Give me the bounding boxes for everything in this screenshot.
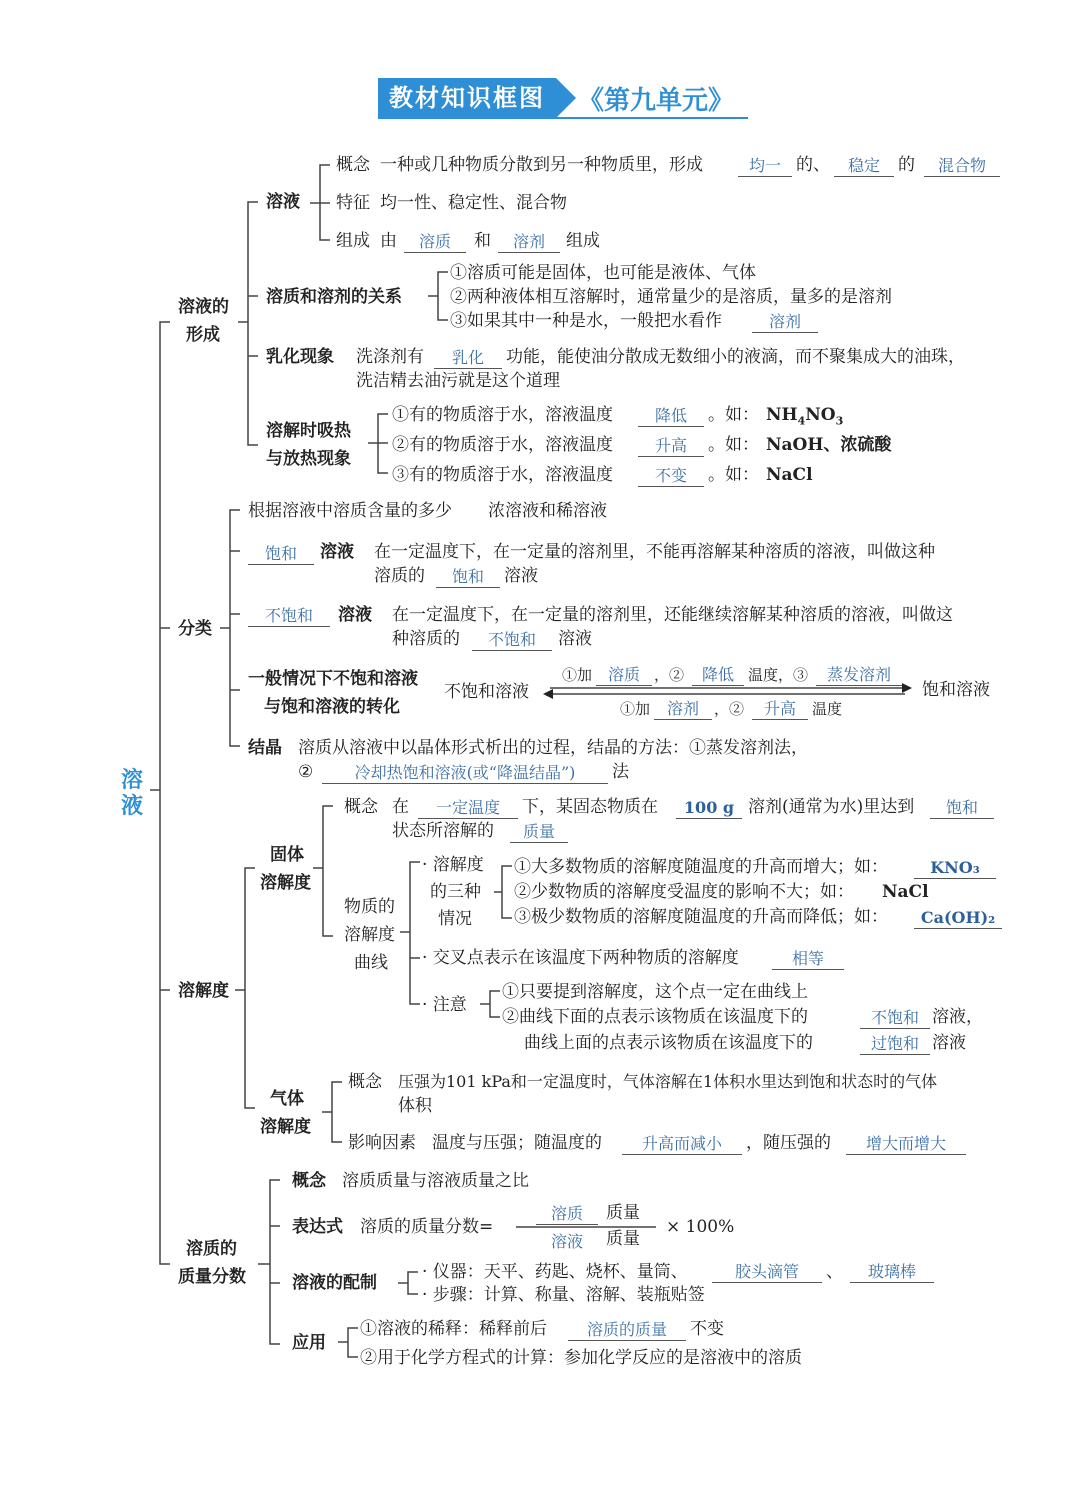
- emulsion-text-1: 洗涤剂有: [356, 347, 424, 367]
- composition-key: 组成: [336, 231, 370, 251]
- crystallize-fa: 法: [612, 762, 629, 782]
- blank-kno3: KNO₃: [914, 858, 996, 879]
- saturated-word: 溶液: [320, 542, 354, 562]
- blank-saturated-2: 饱和: [436, 567, 500, 588]
- text-de-1: 的、: [796, 155, 830, 175]
- application-1: ①溶液的稀释：稀释前后: [360, 1319, 547, 1339]
- composition-he: 和: [474, 231, 491, 251]
- feature-text: 均一性、稳定性、混合物: [380, 193, 567, 213]
- conversion-right: 饱和溶液: [922, 680, 990, 700]
- expression-text: 溶质的质量分数=: [360, 1217, 494, 1237]
- gas-factor-2: ，随压强的: [746, 1133, 831, 1153]
- solid-concept-mid: 下，某固态物质在: [522, 797, 658, 817]
- blank-unsaturated-curve: 不饱和: [860, 1008, 930, 1029]
- crystallize-key: 结晶: [248, 738, 282, 758]
- note-2: ②曲线下面的点表示该物质在该温度下的: [502, 1007, 808, 1027]
- blank-caoh2: Ca(OH)₂: [914, 908, 1002, 929]
- bottom-comma-2: ，②: [714, 700, 745, 718]
- expression-key: 表达式: [292, 1217, 343, 1237]
- heat-3: ③有的物质溶于水，溶液温度: [392, 465, 613, 485]
- unsaturated-def-2: 种溶质的: [392, 629, 460, 649]
- nh4no3-formula: $NH_4NO_3$: [766, 405, 844, 428]
- solid-concept-key: 概念: [344, 797, 378, 817]
- saturated-def-2: 溶质的: [374, 566, 425, 586]
- page-title: 教材知识框图: [389, 84, 545, 112]
- top-add: ①加: [562, 666, 593, 684]
- heat-3-example: NaCl: [766, 465, 813, 485]
- blank-increase: 升高: [638, 436, 704, 457]
- conversion-label-1: 一般情况下不饱和溶液: [248, 669, 418, 689]
- blank-add-solute: 溶质: [596, 665, 652, 686]
- bottom-temp: 温度: [812, 700, 843, 718]
- percent-multiplier: × 100%: [666, 1217, 735, 1237]
- unsaturated-def-1: 在一定温度下，在一定量的溶剂里，还能继续溶解某种溶质的溶液，叫做这: [392, 605, 953, 625]
- curve-label-2: 溶解度: [344, 925, 395, 945]
- blank-raise-temp: 升高: [752, 699, 808, 720]
- crystallize-2: ②: [298, 762, 314, 782]
- steps: · 步骤：计算、称量、溶解、装瓶贴签: [422, 1285, 705, 1305]
- conversion-left: 不饱和溶液: [444, 682, 529, 702]
- emulsion-label: 乳化现象: [266, 347, 334, 367]
- blank-unsaturated-2: 不饱和: [472, 630, 552, 651]
- classify-basis: 根据溶液中溶质含量的多少: [248, 501, 452, 521]
- blank-denominator-solution: 溶液: [550, 1232, 583, 1251]
- gas-concept-key: 概念: [348, 1072, 382, 1092]
- fraction-concept-key: 概念: [292, 1171, 326, 1191]
- heat-2: ②有的物质溶于水，溶液温度: [392, 435, 613, 455]
- composition-end: 组成: [566, 231, 600, 251]
- blank-dropper: 胶头滴管: [712, 1262, 822, 1283]
- three-cases-1: · 溶解度: [422, 855, 484, 875]
- note-label: · 注意: [422, 995, 467, 1015]
- solid-concept-zai: 在: [392, 797, 409, 817]
- classify-basis-value: 浓溶液和稀溶液: [488, 501, 607, 521]
- solubility-label: 溶解度: [178, 981, 229, 1001]
- blank-rise-decrease: 升高而减小: [622, 1134, 742, 1155]
- numerator-mass: 质量: [606, 1203, 640, 1223]
- preparation-key: 溶液的配制: [292, 1273, 377, 1293]
- application-2: ②用于化学方程式的计算：参加化学反应的是溶液中的溶质: [360, 1348, 802, 1368]
- note-3: 曲线上面的点表示该物质在该温度下的: [524, 1033, 813, 1053]
- blank-press-increase: 增大而增大: [846, 1134, 966, 1155]
- crystallize-text: 溶质从溶液中以晶体形式析出的过程，结晶的方法：①蒸发溶剂法，: [298, 738, 808, 758]
- curve-label-1: 物质的: [344, 897, 395, 917]
- fraction-concept: 溶质质量与溶液质量之比: [342, 1171, 529, 1191]
- blank-numerator-solute: 溶质: [536, 1204, 598, 1225]
- relation-1: ①溶质可能是固体，也可能是液体、气体: [450, 263, 756, 283]
- fraction-label-1: 溶质的: [186, 1239, 237, 1259]
- gas-label-2: 溶解度: [260, 1117, 311, 1137]
- curve-label-3: 曲线: [354, 953, 388, 973]
- three-cases-2: 的三种: [430, 882, 481, 902]
- heat-2-end: 。如：: [708, 435, 759, 455]
- concept-key: 概念: [336, 155, 370, 175]
- relation-2: ②两种液体相互溶解时，通常量少的是溶质，量多的是溶剂: [450, 287, 892, 307]
- blank-mixture: 混合物: [924, 156, 1000, 177]
- application-1-end: 不变: [690, 1319, 724, 1339]
- gas-label-1: 气体: [270, 1089, 304, 1109]
- solid-concept-state: 状态所溶解的: [392, 821, 494, 841]
- conversion-label-2: 与饱和溶液的转化: [264, 697, 400, 717]
- heat-1: ①有的物质溶于水，溶液温度: [392, 405, 613, 425]
- bottom-add: ①加: [620, 700, 651, 718]
- blank-decrease: 降低: [638, 406, 704, 427]
- blank-saturate: 饱和: [930, 798, 994, 819]
- blank-unsaturated: 不饱和: [248, 606, 330, 627]
- emulsion-text-3: 洗洁精去油污就是这个道理: [356, 371, 560, 391]
- heat-label-1: 溶解时吸热: [266, 421, 351, 441]
- gas-factor-key: 影响因素: [348, 1133, 416, 1153]
- heat-3-end: 。如：: [708, 465, 759, 485]
- emulsion-text-2: 功能，能使油分散成无数细小的液滴，而不聚集成大的油珠，: [506, 347, 965, 367]
- blank-mass: 质量: [510, 822, 568, 843]
- unsaturated-word: 溶液: [338, 605, 372, 625]
- heat-2-example: NaOH、浓硫酸: [766, 435, 892, 455]
- gas-concept-2: 体积: [398, 1096, 432, 1116]
- heat-1-end: 。如：: [708, 405, 759, 425]
- blank-equal: 相等: [772, 949, 844, 970]
- unsaturated-def-3: 溶液: [558, 629, 592, 649]
- instrument-comma: 、: [826, 1262, 843, 1282]
- blank-solute-mass: 溶质的质量: [568, 1320, 686, 1341]
- unit-title: 《第九单元》: [578, 86, 735, 116]
- top-temp-3: 温度，③: [748, 666, 809, 684]
- case-2: ②少数物质的溶解度受温度的影响不大；如：: [514, 882, 854, 902]
- blank-unchanged: 不变: [638, 466, 704, 487]
- blank-water-solvent: 溶剂: [752, 312, 818, 333]
- blank-solute: 溶质: [404, 232, 466, 253]
- denominator-mass: 质量: [606, 1229, 640, 1249]
- blank-evaporate-solvent: 蒸发溶剂: [816, 665, 902, 686]
- note-3-end: 溶液: [932, 1033, 966, 1053]
- relation-3: ③如果其中一种是水，一般把水看作: [450, 311, 722, 331]
- case-2-example: NaCl: [882, 882, 929, 902]
- case-1: ①大多数物质的溶解度随温度的升高而增大；如：: [514, 857, 888, 877]
- blank-stable: 稳定: [834, 156, 894, 177]
- blank-cooling-crystallize: 冷却热饱和溶液(或“降温结晶”): [322, 763, 608, 784]
- text-de-2: 的: [898, 155, 915, 175]
- blank-saturated: 饱和: [248, 544, 314, 565]
- root-label: 溶液: [120, 768, 143, 819]
- fraction-label-2: 质量分数: [178, 1267, 246, 1287]
- gas-concept-1: 压强为101 kPa和一定温度时，气体溶解在1体积水里达到饱和状态时的气体: [398, 1072, 938, 1091]
- note-2-end: 溶液，: [932, 1007, 983, 1027]
- blank-uniform: 均一: [738, 156, 792, 177]
- note-1: ①只要提到溶解度，这个点一定在曲线上: [502, 982, 808, 1002]
- blank-certain-temp: 一定温度: [418, 798, 518, 819]
- blank-emulsify: 乳化: [434, 348, 502, 369]
- top-comma-2: ，②: [654, 666, 685, 684]
- cross-point: · 交叉点表示在该温度下两种物质的溶解度: [422, 948, 739, 968]
- classify-label: 分类: [178, 619, 212, 639]
- instruments: · 仪器：天平、药匙、烧杯、量筒、: [422, 1262, 688, 1282]
- formation-label-1: 溶液的: [178, 297, 229, 317]
- composition-you: 由: [380, 231, 397, 251]
- blank-add-solvent: 溶剂: [654, 699, 712, 720]
- formation-label-2: 形成: [186, 325, 220, 345]
- blank-supersaturated: 过饱和: [860, 1034, 930, 1055]
- blank-100g: 100 g: [676, 798, 742, 819]
- three-cases-3: 情况: [438, 909, 472, 929]
- solution-label: 溶液: [266, 192, 300, 212]
- solid-concept-solvent: 溶剂(通常为水)里达到: [748, 797, 915, 817]
- saturated-def-1: 在一定温度下，在一定量的溶剂里，不能再溶解某种溶质的溶液，叫做这种: [374, 542, 935, 562]
- saturated-def-3: 溶液: [504, 566, 538, 586]
- blank-lower-temp: 降低: [692, 665, 744, 686]
- heat-label-2: 与放热现象: [266, 449, 351, 469]
- blank-solvent: 溶剂: [498, 232, 560, 253]
- solid-label-1: 固体: [270, 845, 304, 865]
- case-3: ③极少数物质的溶解度随温度的升高而降低；如：: [514, 907, 888, 927]
- blank-glass-rod: 玻璃棒: [850, 1262, 934, 1283]
- solid-label-2: 溶解度: [260, 873, 311, 893]
- application-key: 应用: [292, 1333, 326, 1353]
- feature-key: 特征: [336, 193, 370, 213]
- relation-label: 溶质和溶剂的关系: [266, 287, 402, 307]
- gas-factor-1: 温度与压强；随温度的: [432, 1133, 602, 1153]
- concept-text: 一种或几种物质分散到另一种物质里，形成: [380, 155, 703, 175]
